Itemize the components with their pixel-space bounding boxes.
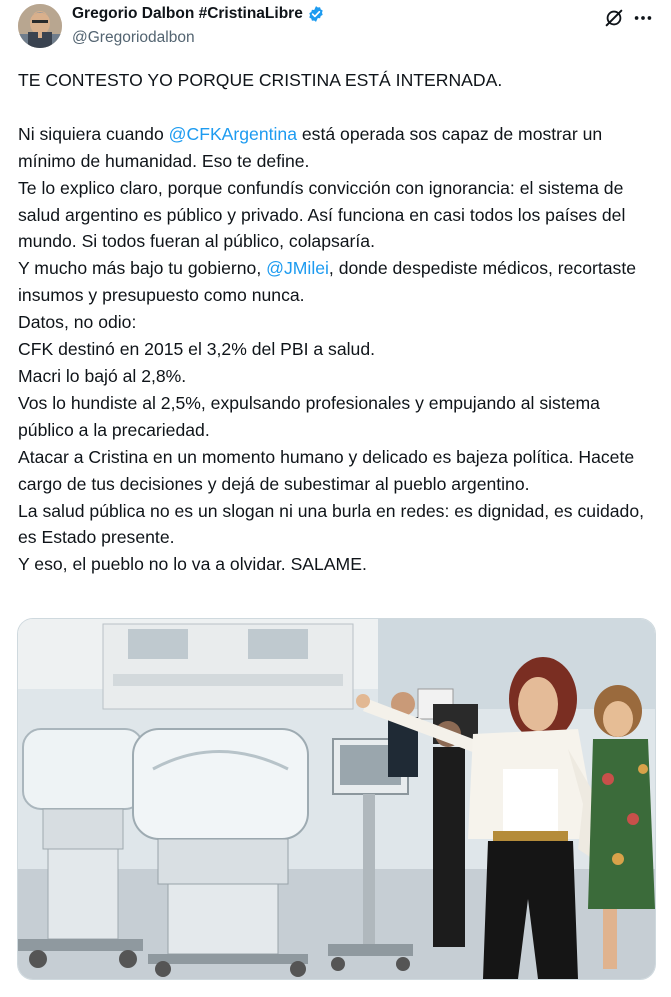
profile-photo-icon [18,4,62,48]
tweet-photo[interactable] [17,618,656,980]
verified-badge-icon [307,5,325,23]
hospital-photo-icon [18,619,655,979]
tweet-text-part: está operada sos capaz de mostrar un mínimo de humanidad. Eso te define. Te lo explico claro, porque confundís convicción con ignorancia: el sistema de salud argentino es público y privado. Así funciona en casi todos los países del mundo. Si todos fueran al público, colapsaría. Y mucho más bajo tu gobierno, [18,123,626,279]
grok-icon[interactable] [603,7,625,29]
author-name[interactable]: Gregorio Dalbon #CristinaLibre [72,5,303,22]
mention-cfkargentina[interactable]: @CFKArgentina [168,123,297,144]
avatar[interactable] [18,4,62,48]
tweet-header [0,0,671,60]
tweet-headline: TE CONTESTO YO PORQUE CRISTINA ESTÁ INTERNADA. [18,70,503,90]
more-icon[interactable] [632,7,654,29]
author-handle[interactable]: @Gregoriodalbon [72,29,195,46]
tweet-text-part: , donde despediste médicos, recortaste insumos y presupuesto como nunca. Datos, no odio: CFK destinó en 2015 el 3,2% del PBI a salud. Macri lo bajó al 2,8%. Vos lo hundiste al 2,5%, expulsando profesionales y empujando al sistema público a la precariedad. Atacar a Cristina en un momento humano y delicado es bajeza política. Hacete cargo de tus decisiones y dejá de subestimar al pueblo argentino. La salud pública no es un slogan ni una burla en redes: es dignidad, es cuidado, es Estado presente. Y eso, el pueblo no lo va a olvidar. SALAME. [18,258,645,575]
tweet-body [18,67,658,578]
mention-jmilei[interactable]: @JMilei [266,258,329,279]
tweet-text-part: Ni siquiera cuando [18,123,169,144]
